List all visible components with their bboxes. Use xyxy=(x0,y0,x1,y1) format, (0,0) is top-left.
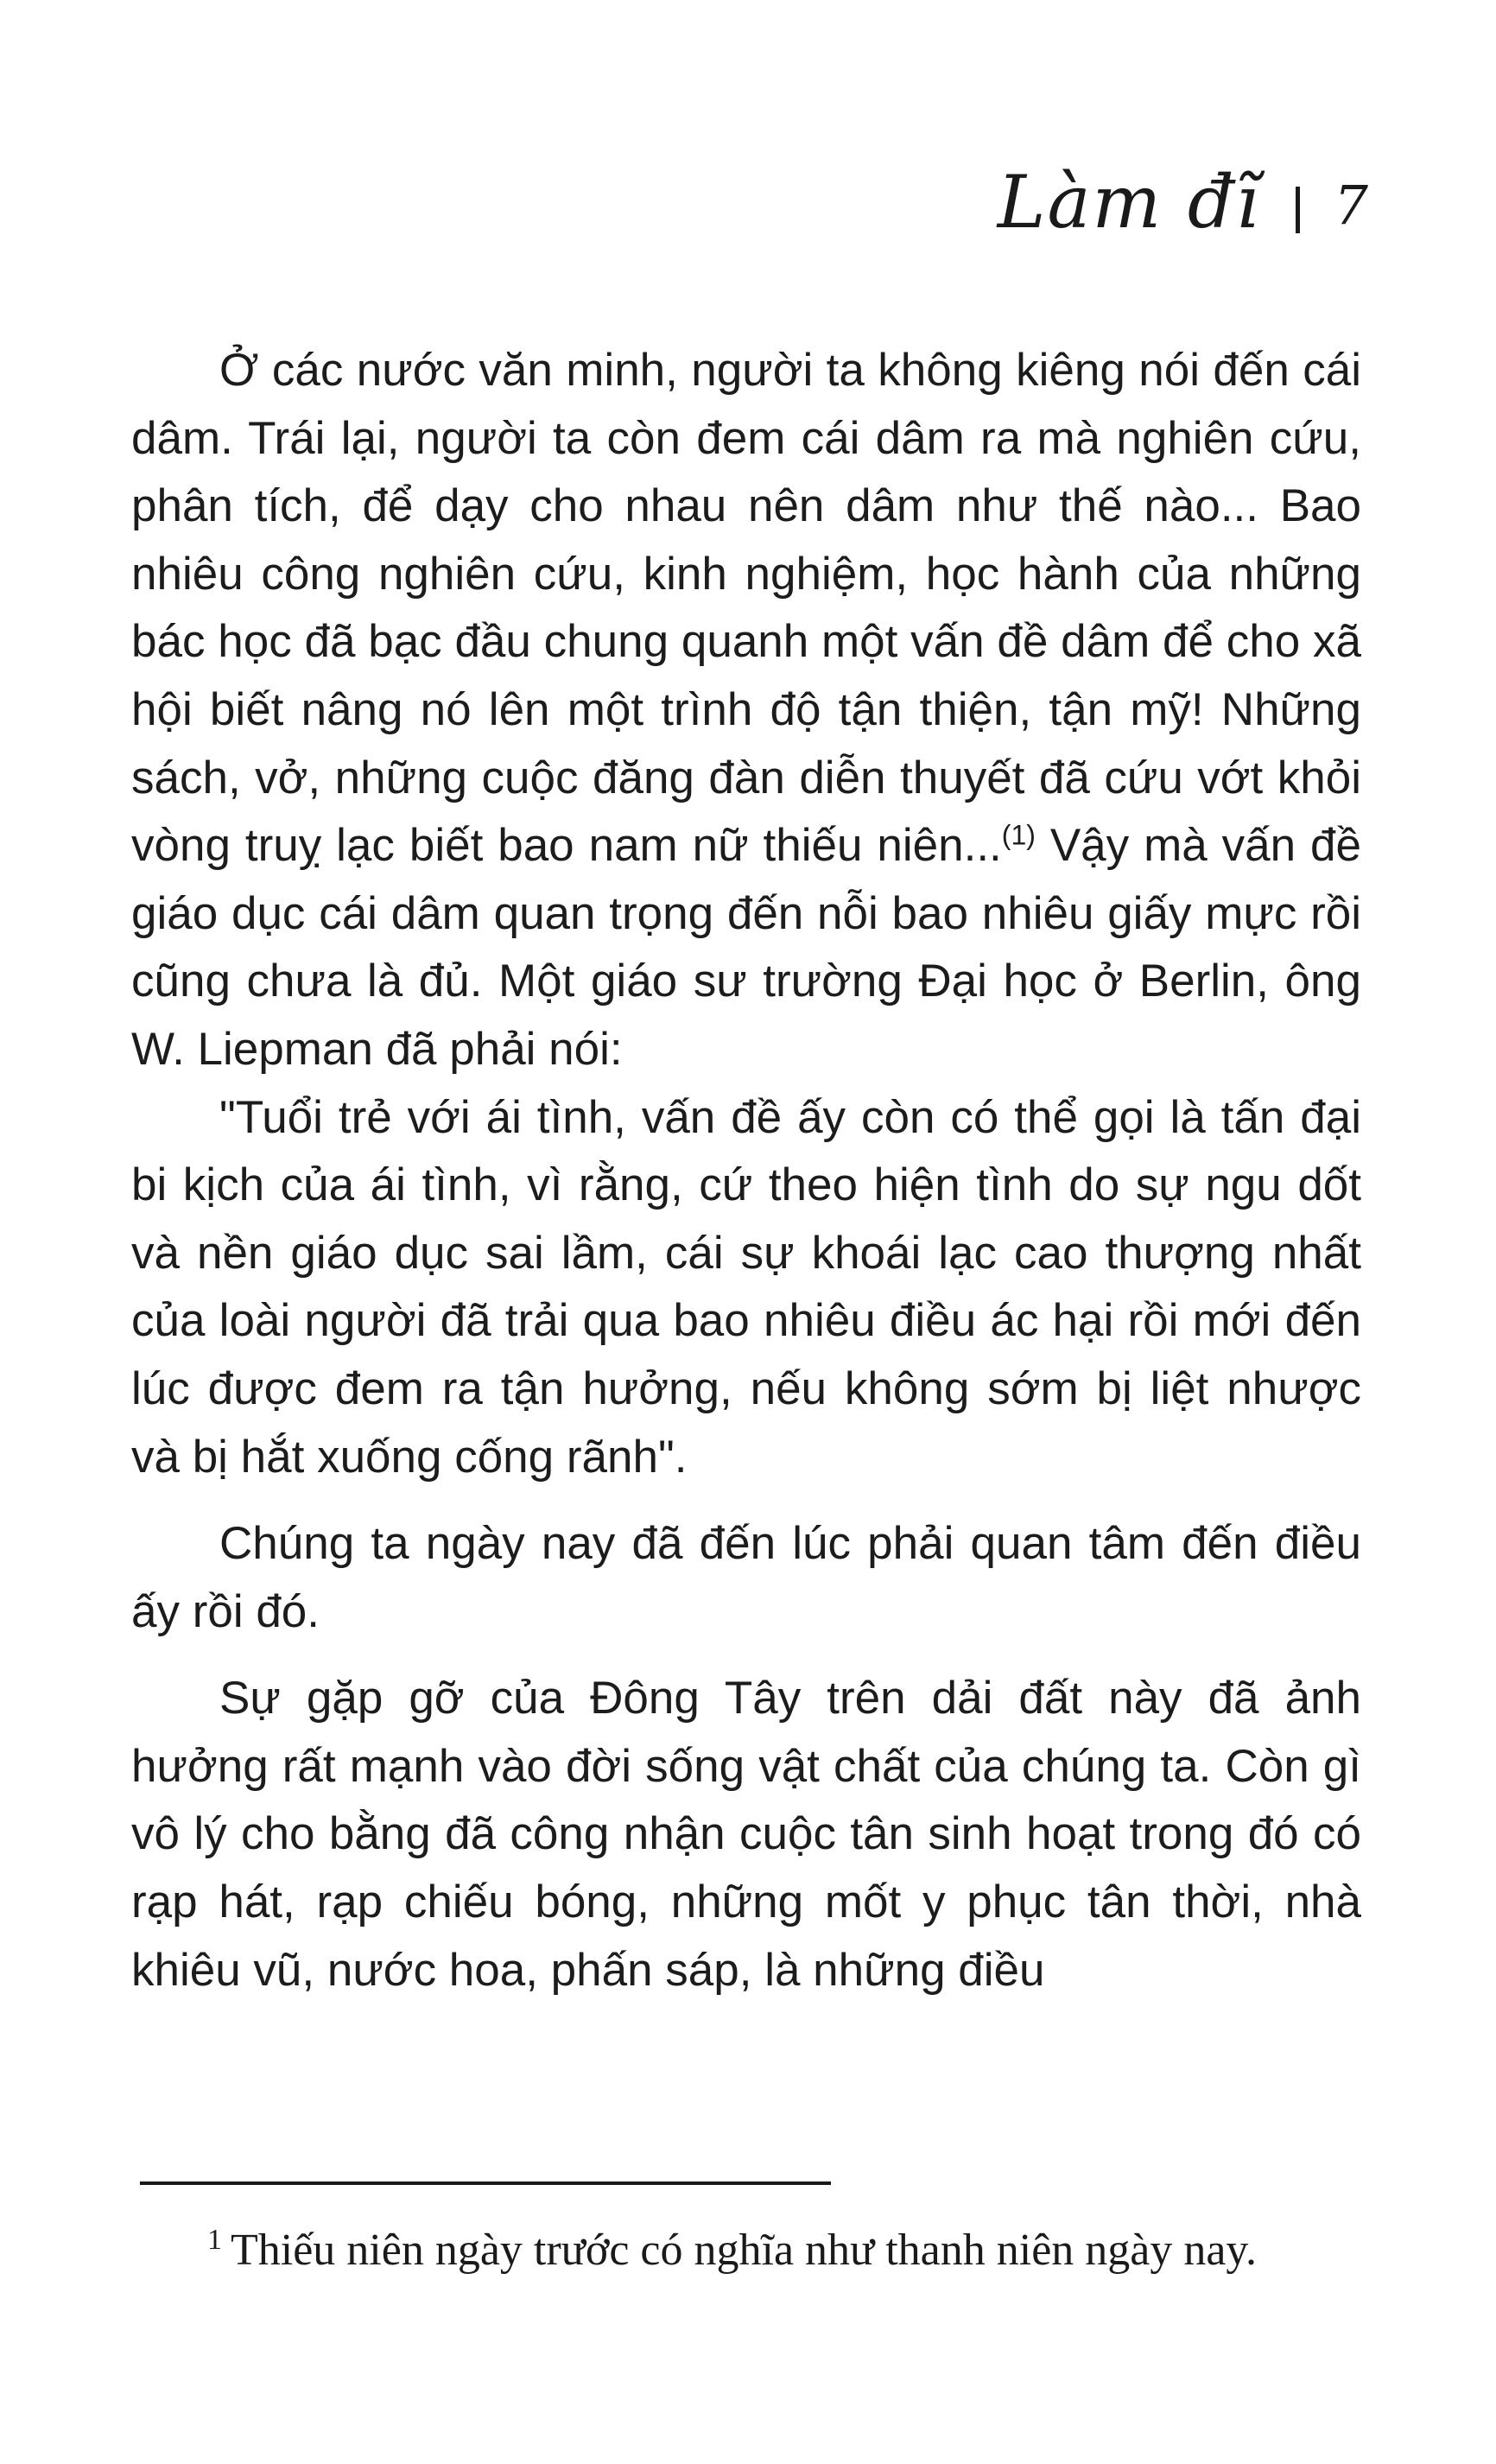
footnote-number: 1 xyxy=(207,2223,222,2256)
footnote-reference: (1) xyxy=(1001,819,1036,851)
paragraph-1 xyxy=(131,337,1361,1084)
paragraph-3-text: Chúng ta ngày nay đã đến lúc phải quan tâm đến điều ấy rồi đó. xyxy=(131,1518,1361,1637)
paragraph-4 xyxy=(131,1665,1361,2004)
header-separator xyxy=(1296,187,1300,233)
paragraph-quote-text: "Tuổi trẻ với ái tình, vấn đề ấy còn có thể gọi là tấn đại bi kịch của ái tình, vì rằng, cứ theo hiện tình do sự ngu dốt và nền giáo dục sai lầm, cái sự khoái lạc cao thượng nhất của loài người đã trải qua bao nhiêu điều ác hại rồi mới đến lúc được đem ra tận hưởng, nếu không sớm bị liệt nhược và bị hắt xuống cống rãnh". xyxy=(131,1091,1361,1483)
page-header xyxy=(998,160,1368,244)
footnote-text: Thiếu niên ngày trước có nghĩa như thanh niên ngày nay. xyxy=(231,2226,1258,2275)
footnote xyxy=(207,2225,1434,2277)
running-title: Làm đĩ xyxy=(997,160,1261,244)
body-text xyxy=(131,337,1361,2004)
page-number: 7 xyxy=(1334,173,1368,237)
paragraph-4-text: Sự gặp gỡ của Đông Tây trên dải đất này đã ảnh hưởng rất mạnh vào đời sống vật chất của chúng ta. Còn gì vô lý cho bằng đã công nhận cuộc tân sinh hoạt trong đó có rạp hát, rạp chiếu bóng, những mốt y phục tân thời, nhà khiêu vũ, nước hoa, phấn sáp, là những điều xyxy=(131,1673,1361,1996)
footnote-divider xyxy=(140,2181,831,2185)
paragraph-1-continuation: Vậy mà vấn đề giáo dục cái dâm quan trọng đến nỗi bao nhiêu giấy mực rồi cũng chưa là đủ. Một giáo sư trường Đại học ở Berlin, ông W. Liepman đã phải nói: xyxy=(131,820,1361,1075)
paragraph-quote xyxy=(131,1084,1361,1492)
paragraph-1-text: Ở các nước văn minh, người ta không kiêng nói đến cái dâm. Trái lại, người ta còn đem cái dâm ra mà nghiên cứu, phân tích, để dạy cho nhau nên dâm như thế nào... Bao nhiêu công nghiên cứu, kinh nghiệm, học hành của những bác học đã bạc đầu chung quanh một vấn đề dâm để cho xã hội biết nâng nó lên một trình độ tận thiện, tận mỹ! Những sách, vở, những cuộc đăng đàn diễn thuyết đã cứu vớt khỏi vòng truỵ lạc biết bao nam nữ thiếu niên... xyxy=(131,345,1361,872)
paragraph-3 xyxy=(131,1510,1361,1646)
